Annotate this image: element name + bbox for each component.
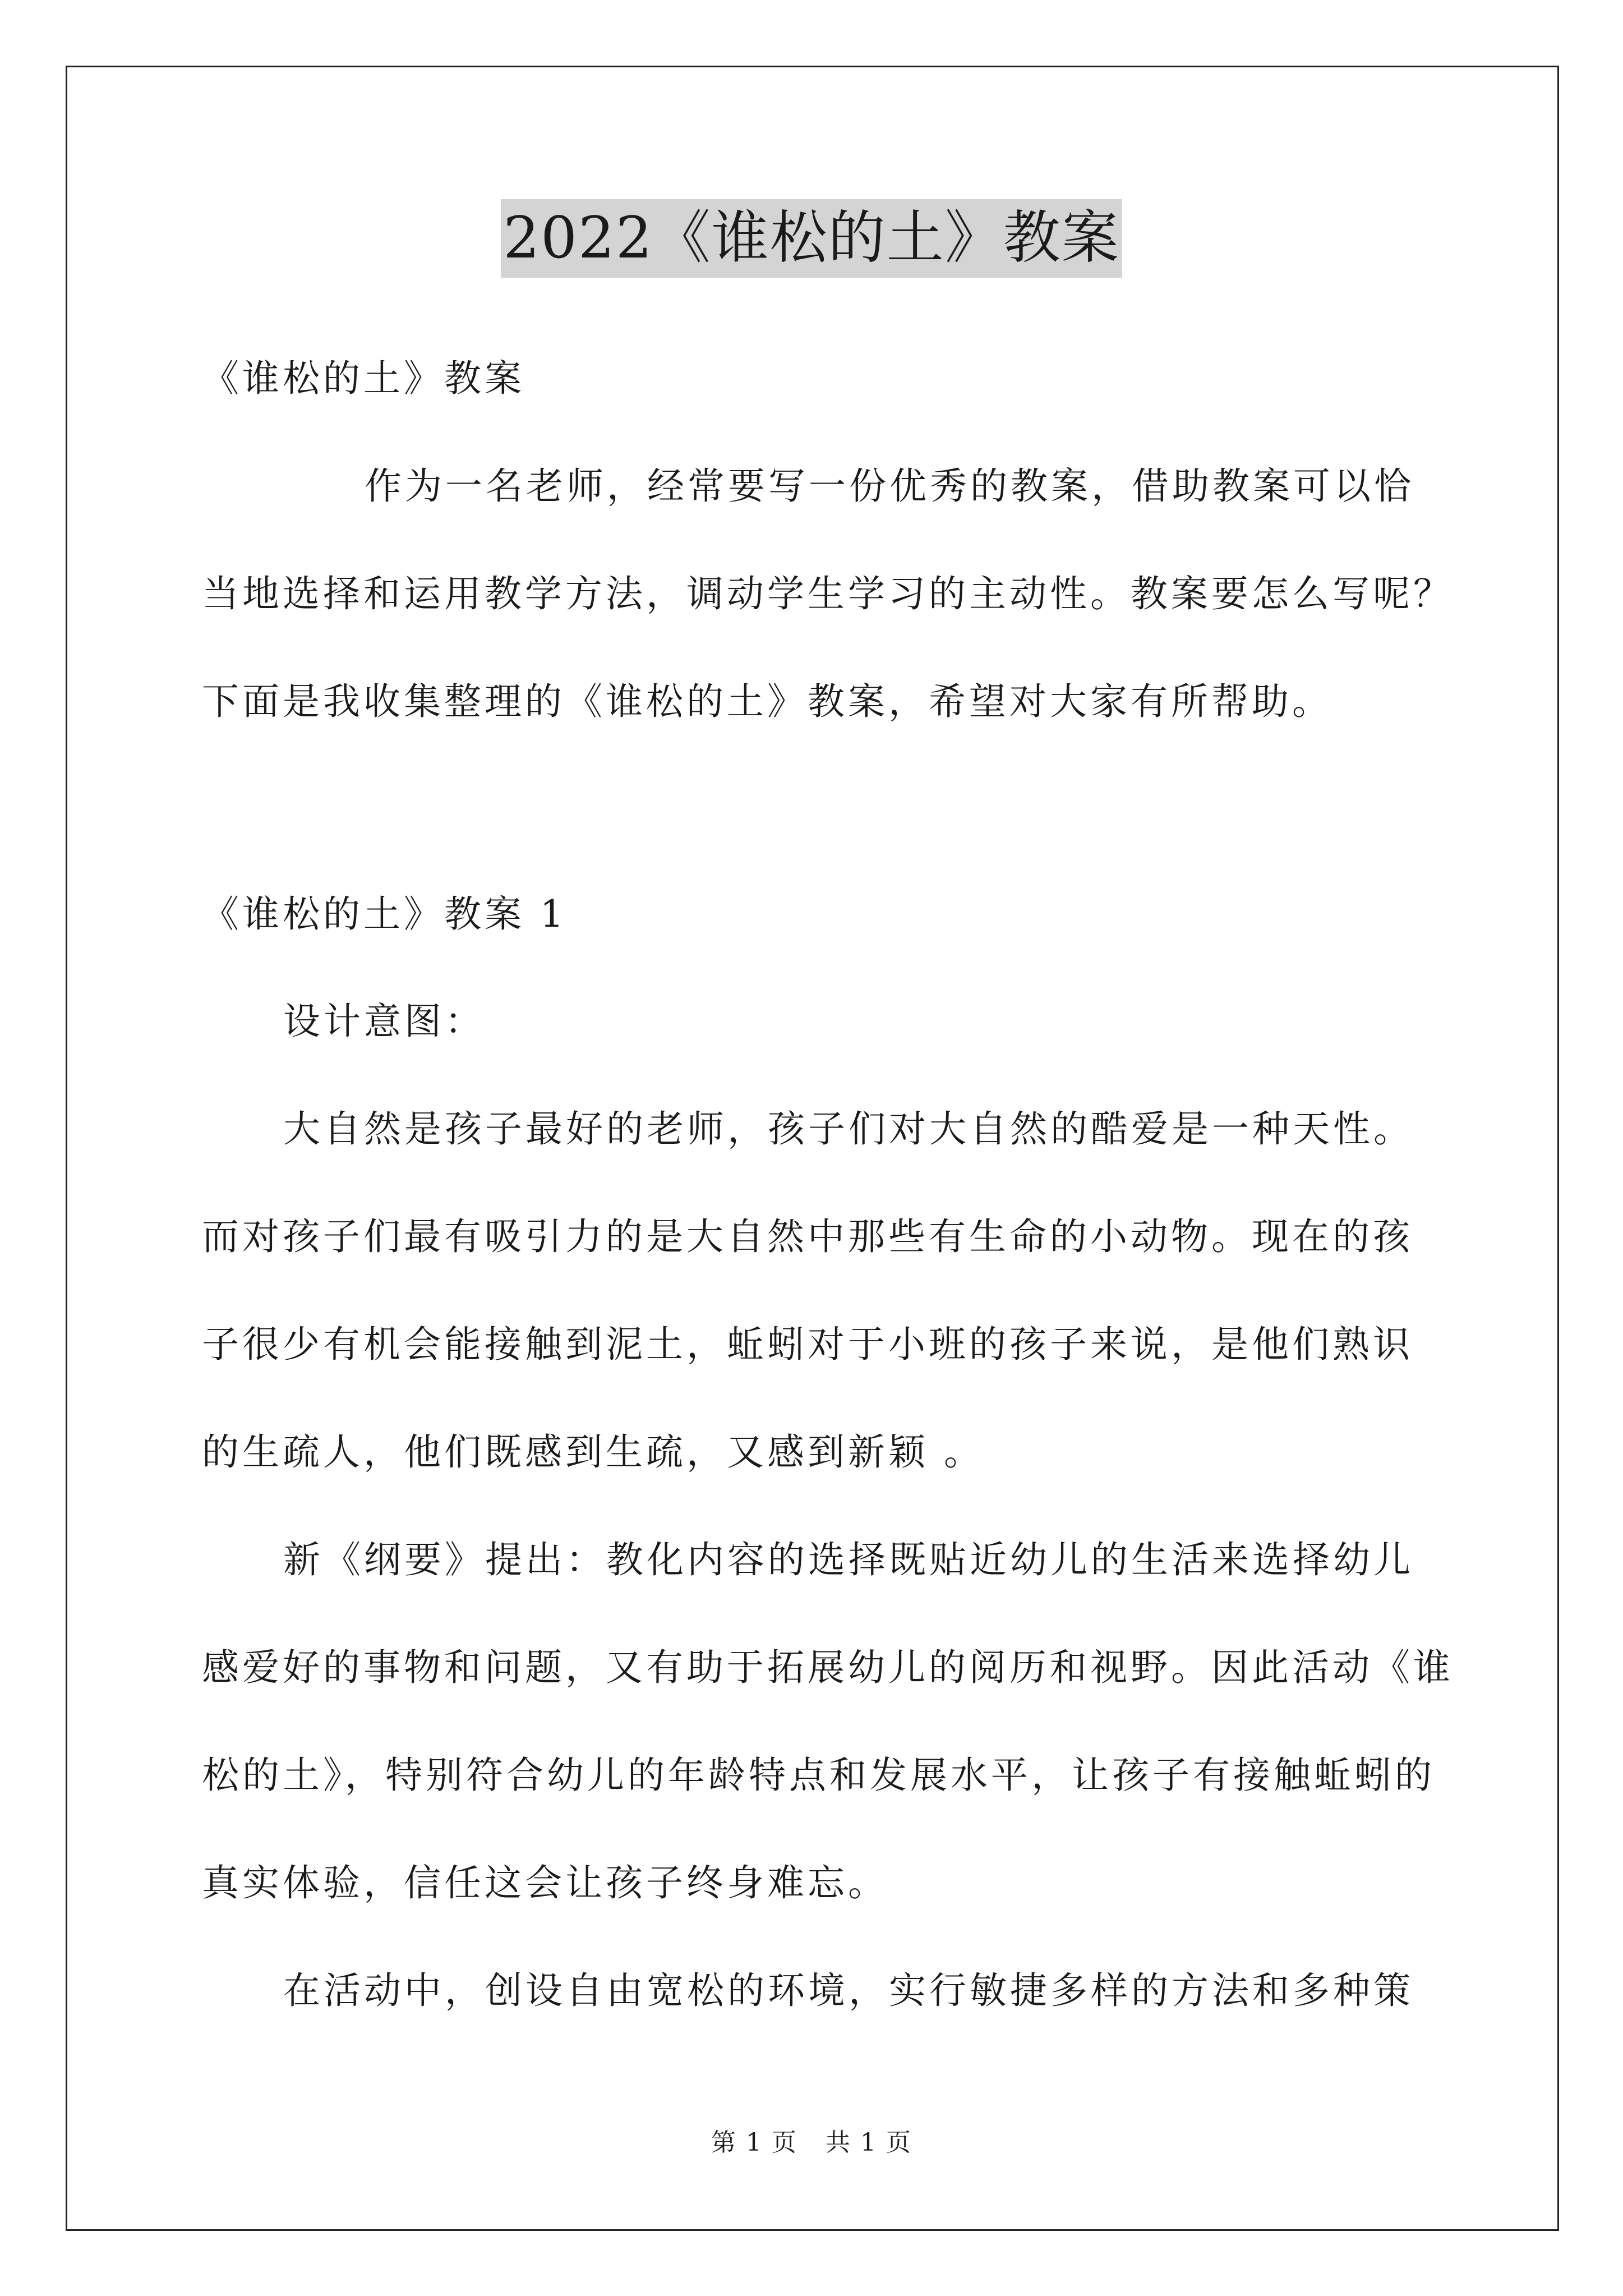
page-footer bbox=[0, 2126, 1623, 2160]
paragraph-line: 而对孩子们最有吸引力的是大自然中那些有生命的小动物。现在的孩 bbox=[202, 1215, 1413, 1258]
paragraph-line: 大自然是孩子最好的老师，孩子们对大自然的酷爱是一种天性。 bbox=[283, 1107, 1414, 1151]
document-title-text: 2022《谁松的土》教案 bbox=[501, 199, 1122, 278]
section-heading-intro: 《谁松的土》教案 bbox=[202, 357, 525, 400]
paragraph-line: 的生疏人，他们既感到生疏，又感到新颖 。 bbox=[202, 1430, 984, 1474]
section-heading-lesson-1: 《谁松的土》教案 1 bbox=[202, 892, 567, 936]
paragraph-line: 在活动中，创设自由宽松的环境，实行敏捷多样的方法和多种策 bbox=[283, 1969, 1414, 2012]
page-number-current: 第 1 页 bbox=[711, 2128, 797, 2157]
paragraph-line: 作为一名老师，经常要写一份优秀的教案，借助教案可以恰 bbox=[365, 464, 1414, 508]
paragraph-line: 真实体验，信任这会让孩子终身难忘。 bbox=[202, 1861, 888, 1904]
paragraph-line: 感爱好的事物和问题，又有助于拓展幼儿的阅历和视野。因此活动《谁 bbox=[202, 1646, 1454, 1689]
paragraph-line: 子很少有机会能接触到泥土，蚯蚓对于小班的孩子来说，是他们熟识 bbox=[202, 1323, 1413, 1366]
paragraph-line: 下面是我收集整理的《谁松的土》教案，希望对大家有所帮助。 bbox=[202, 680, 1332, 723]
paragraph-line: 松的土》，特别符合幼儿的年龄特点和发展水平，让孩子有接触蚯蚓的 bbox=[202, 1754, 1435, 1797]
document-title bbox=[0, 199, 1623, 278]
subheading-design-intent: 设计意图： bbox=[283, 1000, 485, 1043]
paragraph-line: 当地选择和运用教学方法，调动学生学习的主动性。教案要怎么写呢？ bbox=[202, 572, 1454, 615]
page-number-total: 共 1 页 bbox=[826, 2128, 912, 2157]
paragraph-line: 新《纲要》提出：教化内容的选择既贴近幼儿的生活来选择幼儿 bbox=[283, 1538, 1414, 1581]
